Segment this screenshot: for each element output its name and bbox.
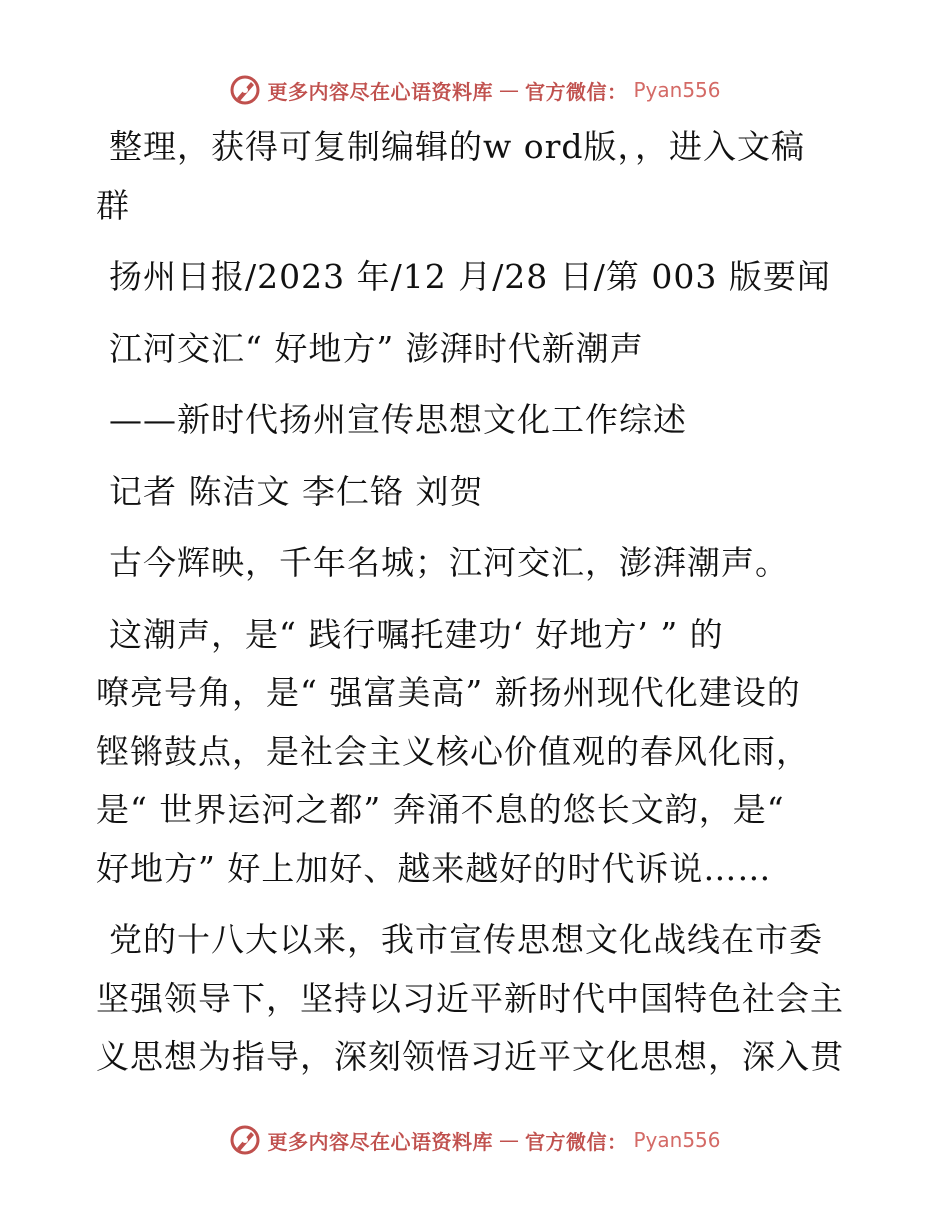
header-watermark bbox=[0, 70, 950, 110]
pen-logo-icon bbox=[229, 1124, 261, 1156]
source-line: 扬州日报/2023 年/12 月/28 日/第 003 版要闻 bbox=[109, 257, 831, 296]
article-title: 江河交汇“ 好地方” 澎湃时代新潮声 bbox=[109, 328, 644, 368]
paragraph-2-line-2: 嘹亮号角，是“ 强富美高” 新扬州现代化建设的 bbox=[96, 673, 801, 712]
pen-logo-icon bbox=[229, 74, 261, 106]
watermark-text: 更多内容尽在心语资料库 bbox=[267, 1129, 493, 1154]
paragraph-3-line-3: 义思想为指导，深刻领悟习近平文化思想，深入贯 bbox=[96, 1037, 844, 1076]
intro-line-2: 群 bbox=[96, 185, 130, 225]
article-subtitle: ——新时代扬州宣传思想文化工作综述 bbox=[109, 400, 687, 439]
paragraph-2-line-3: 铿锵鼓点，是社会主义核心价值观的春风化雨， bbox=[96, 731, 810, 771]
paragraph-3-line-1: 党的十八大以来，我市宣传思想文化战线在市委 bbox=[109, 920, 823, 959]
paragraph-3-line-2: 坚强领导下，坚持以习近平新时代中国特色社会主 bbox=[96, 978, 844, 1018]
paragraph-1: 古今辉映，千年名城；江河交汇，澎湃潮声。 bbox=[109, 543, 789, 582]
authors-line: 记者 陈洁文 李仁铬 刘贺 bbox=[109, 471, 484, 511]
watermark-label: 官方微信： bbox=[524, 79, 628, 104]
document-body bbox=[96, 118, 856, 1087]
watermark-separator: — bbox=[498, 78, 519, 102]
footer-watermark bbox=[0, 1120, 950, 1160]
paragraph-2-line-4: 是“ 世界运河之都” 奔涌不息的悠长文韵，是“ bbox=[96, 790, 785, 829]
watermark-label: 官方微信： bbox=[524, 1129, 628, 1154]
paragraph-2-line-1: 这潮声，是“ 践行嘱托建功‘ 好地方’ ” 的 bbox=[109, 614, 724, 654]
watermark-id: Pyan556 bbox=[633, 78, 721, 102]
intro-line-1: 整理，获得可复制编辑的w ord版，，进入文稿 bbox=[109, 127, 806, 166]
watermark-separator: — bbox=[498, 1128, 519, 1152]
watermark-id: Pyan556 bbox=[633, 1128, 721, 1152]
watermark-text: 更多内容尽在心语资料库 bbox=[267, 79, 493, 104]
paragraph-2-line-5: 好地方” 好上加好、越来越好的时代诉说…… bbox=[96, 848, 772, 888]
